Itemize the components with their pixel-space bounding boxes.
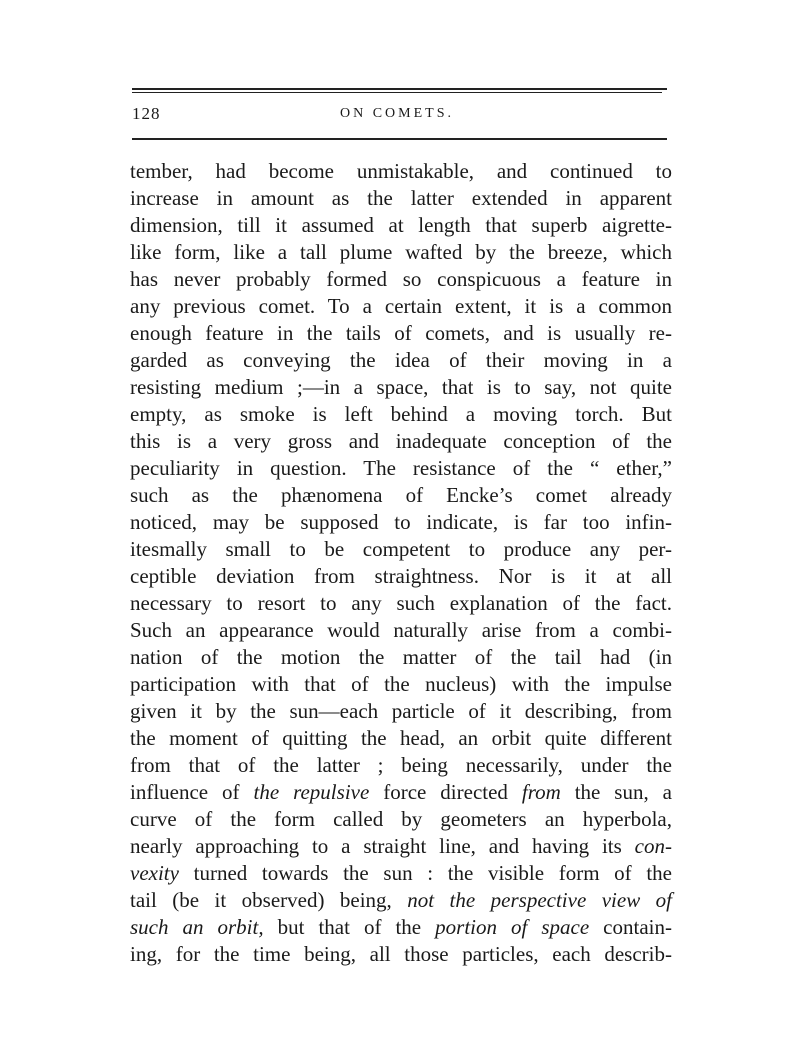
text-line (130, 860, 672, 887)
text-run: contain- (589, 915, 672, 939)
text-line: nation of the motion the matter of the tail had (in (130, 645, 672, 669)
text-line: Such an appearance would naturally arise from a combi- (130, 618, 672, 642)
text-line: empty, as smoke is left behind a moving torch. But (130, 402, 672, 426)
text-run: nearly approaching to a straight line, and having its (130, 834, 635, 858)
italic-run: from (521, 780, 561, 804)
text-line: this is a very gross and inadequate conception of the (130, 429, 672, 453)
text-line: noticed, may be supposed to indicate, is far too infin- (130, 510, 672, 534)
text-line: resisting medium ;—in a space, that is to say, not quite (130, 375, 672, 399)
italic-run: con- (634, 834, 672, 858)
text-run: tail (be it observed) being, (130, 888, 408, 912)
text-run: force directed (369, 780, 522, 804)
italic-run: such an orbit, (130, 915, 264, 939)
italic-run: the repulsive (253, 780, 370, 804)
text-line (130, 833, 672, 860)
header-rule-top (132, 88, 667, 90)
text-line: dimension, till it assumed at length that superb aigrette- (130, 213, 672, 237)
text-line: necessary to resort to any such explanation of the fact. (130, 591, 672, 615)
italic-run: vexity (130, 861, 179, 885)
text-line: like form, like a tall plume wafted by the breeze, which (130, 240, 672, 264)
text-line: participation with that of the nucleus) with the impulse (130, 672, 672, 696)
text-line (130, 914, 672, 941)
text-line (130, 779, 672, 806)
text-line: curve of the form called by geometers an hyperbola, (130, 807, 672, 831)
text-line: ing, for the time being, all those particles, each describ- (130, 942, 672, 966)
header-rule-bottom (132, 138, 667, 140)
header-rule-top-thin (132, 92, 662, 93)
text-run: turned towards the sun : the visible form of the (178, 861, 672, 885)
text-line: itesmally small to be competent to produce any per- (130, 537, 672, 561)
text-run: but that of the (263, 915, 436, 939)
text-line: the moment of quitting the head, an orbit quite different (130, 726, 672, 750)
text-line: given it by the sun—each particle of it describing, from (130, 699, 672, 723)
body-text (130, 158, 672, 968)
text-line: garded as conveying the idea of their moving in a (130, 348, 672, 372)
text-line: peculiarity in question. The resistance of the “ ether,” (130, 456, 672, 480)
text-line (130, 887, 672, 914)
text-line: increase in amount as the latter extended in apparent (130, 186, 672, 210)
running-title: ON COMETS. (340, 106, 455, 121)
text-line: such as the phænomena of Encke’s comet already (130, 483, 672, 507)
text-line: from that of the latter ; being necessarily, under the (130, 753, 672, 777)
page-number: 128 (132, 104, 161, 123)
text-run: influence of (130, 780, 254, 804)
text-run: the sun, a (560, 780, 672, 804)
page-header (132, 104, 667, 128)
text-line: has never probably formed so conspicuous a feature in (130, 267, 672, 291)
text-line: any previous comet. To a certain extent, it is a common (130, 294, 672, 318)
text-line: tember, had become unmistakable, and continued to (130, 159, 672, 183)
text-line: enough feature in the tails of comets, and is usually re- (130, 321, 672, 345)
italic-run: portion of space (435, 915, 590, 939)
text-line: ceptible deviation from straightness. Nor is it at all (130, 564, 672, 588)
italic-run: not the perspective view of (407, 888, 672, 912)
